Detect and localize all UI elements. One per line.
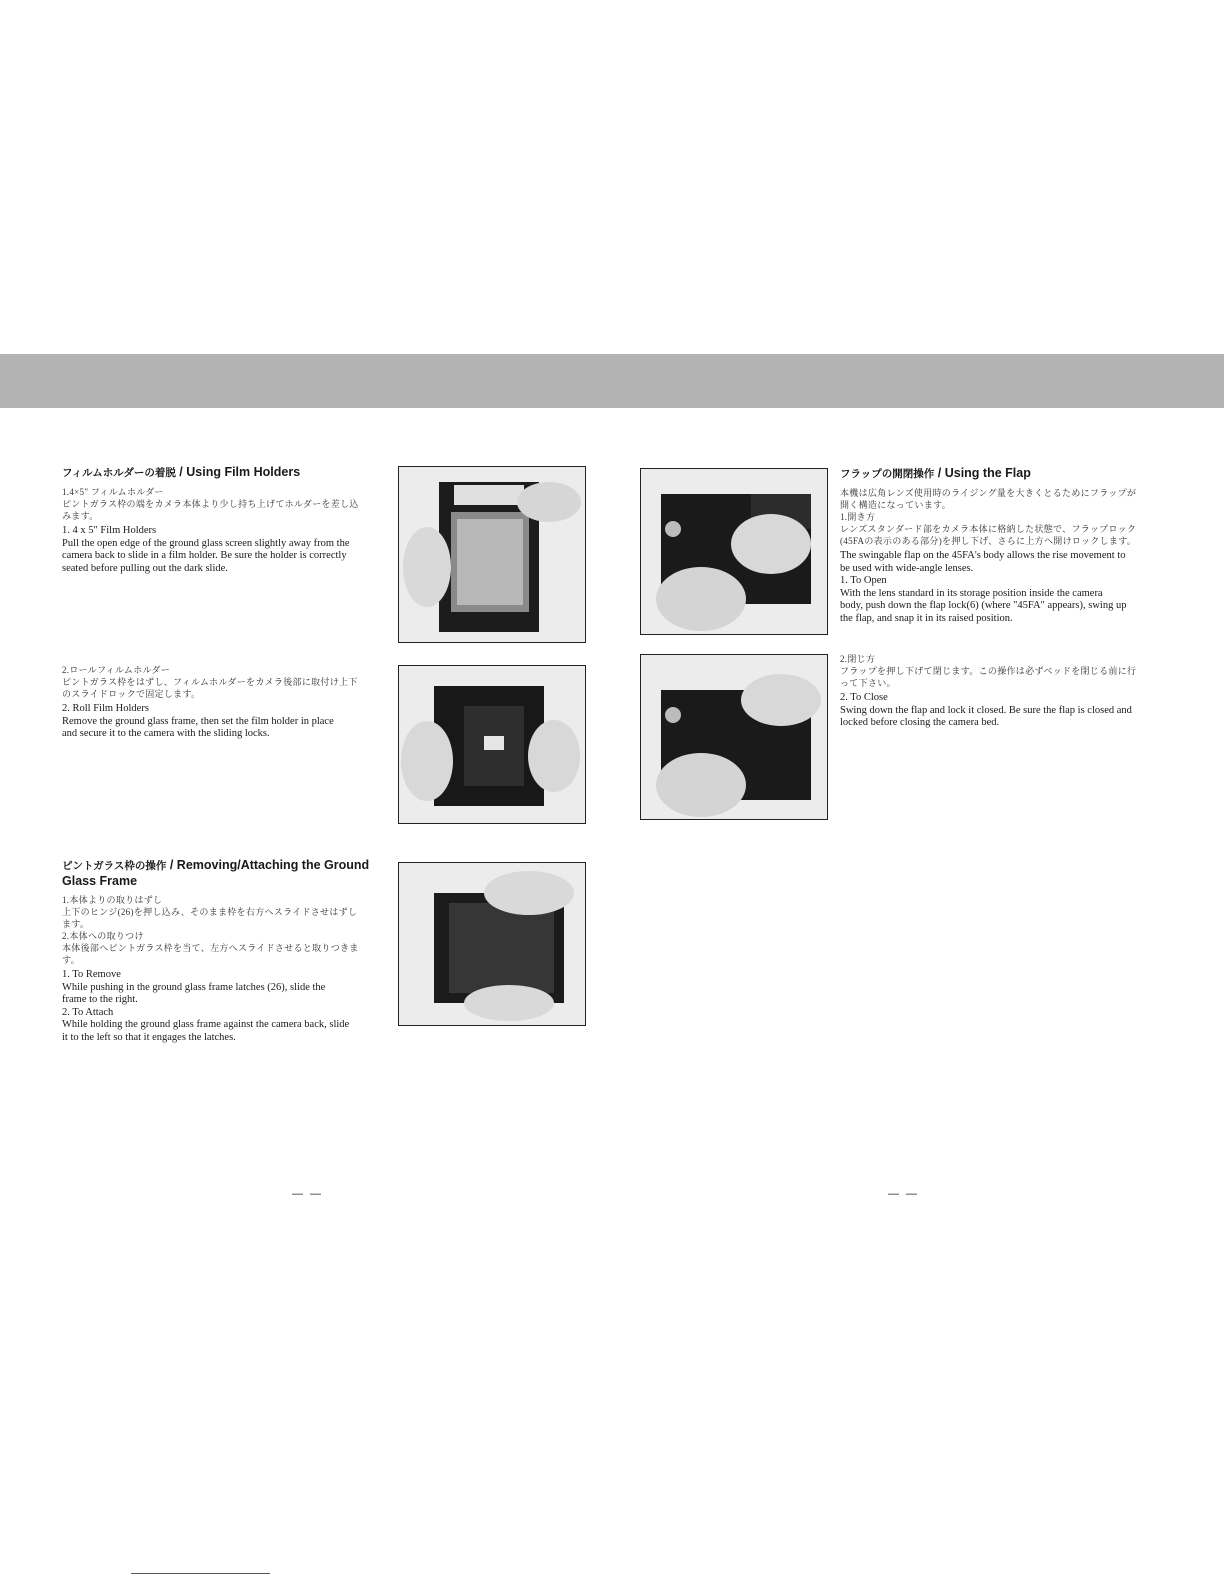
jp-text: フラップを押し下げて閉じます。この操作は必ずベッドを閉じる前に行	[840, 666, 1137, 676]
en-subheading: 1. To Remove	[62, 969, 121, 980]
jp-subheading: 1.本体よりの取りはずし	[62, 895, 163, 905]
header-band	[0, 354, 1224, 408]
en-text: and secure it to the camera with the sliding locks.	[62, 728, 270, 739]
page-number: — —	[888, 1188, 920, 1200]
jp-text: ピントガラス枠をはずし、フィルムホルダーをカメラ後部に取付け上下	[62, 677, 358, 687]
flap-close-photo	[640, 654, 828, 820]
film-holder-illustration	[399, 467, 585, 642]
jp-subheading: 2.閉じ方	[840, 654, 876, 664]
heading-sep: /	[166, 858, 177, 872]
jp-text: 本体後部へピントガラス枠を当て、左方へスライドさせると取りつきま	[62, 943, 359, 953]
en-subheading: 2. To Close	[840, 692, 888, 703]
film-holders-section	[62, 465, 387, 575]
page-number: — —	[292, 1188, 324, 1200]
jp-text: レンズスタンダード部をカメラ本体に格納した状態で、フラップロック	[840, 524, 1137, 534]
en-text: be used with wide-angle lenses.	[840, 562, 974, 574]
ground-glass-photo	[398, 862, 586, 1026]
flap-section	[840, 466, 1167, 625]
en-text: Remove the ground glass frame, then set the film holder in place	[62, 715, 334, 727]
heading-en: Using the Flap	[944, 466, 1031, 480]
jp-text: (45FAの表示のある部分)を押し下げ、さらに上方へ開けロックします。	[840, 536, 1137, 546]
heading-en: Using Film Holders	[186, 465, 301, 479]
jp-text: 本機は広角レンズ使用時のライジング量を大きくとるためにフラップが	[840, 488, 1137, 498]
heading-en: Glass Frame	[62, 874, 138, 888]
jp-text: って下さい。	[840, 678, 896, 688]
flap-open-photo	[640, 468, 828, 635]
en-text: it to the left so that it engages the latches.	[62, 1031, 236, 1043]
flap-close-section	[840, 653, 1167, 730]
section-heading	[62, 465, 387, 481]
jp-subheading: 1.4×5" フィルムホルダー	[62, 487, 164, 497]
en-text: locked before closing the camera bed.	[840, 717, 1000, 728]
en-subheading: 2. Roll Film Holders	[62, 703, 149, 714]
section-heading	[840, 466, 1167, 482]
heading-jp: ピントガラス枠の操作	[62, 860, 167, 872]
jp-text: みます。	[62, 511, 99, 521]
roll-film-photo	[398, 665, 586, 824]
en-subheading: 2. To Attach	[62, 1006, 114, 1018]
en-text: Pull the open edge of the ground glass screen slightly away from the	[62, 537, 350, 549]
section-heading	[62, 858, 387, 889]
flap-close-illustration	[641, 655, 827, 819]
jp-text: ます。	[62, 919, 90, 929]
en-text: body, push down the flap lock(6) (where "45FA" appears), swing up	[840, 600, 1127, 611]
en-text: With the lens standard in its storage position inside the camera	[840, 587, 1103, 599]
ground-glass-illustration	[399, 863, 585, 1025]
heading-en: Removing/Attaching the Ground	[176, 858, 370, 872]
en-text: the flap, and snap it in its raised position.	[840, 612, 1013, 624]
jp-subheading: 2.ロールフィルムホルダー	[62, 665, 171, 675]
en-text: frame to the right.	[62, 994, 138, 1005]
roll-film-section	[62, 664, 387, 741]
en-text: The swingable flap on the 45FA's body allows the rise movement to	[840, 550, 1126, 561]
jp-text: のスライドロックで固定します。	[62, 689, 201, 699]
heading-sep: /	[175, 465, 187, 479]
flap-open-illustration	[641, 469, 827, 634]
heading-jp: フィルムホルダーの着脱	[62, 467, 176, 479]
en-text: While holding the ground glass frame against the camera back, slide	[62, 1019, 350, 1030]
en-text: Swing down the flap and lock it closed. Be sure the flap is closed and	[840, 704, 1132, 716]
en-text: While pushing in the ground glass frame latches (26), slide the	[62, 981, 326, 993]
jp-text: す。	[62, 955, 80, 965]
jp-text: 開く構造になっています。	[840, 500, 951, 510]
en-text: seated before pulling out the dark slide.	[62, 562, 228, 574]
heading-jp: フラップの開閉操作	[840, 468, 935, 480]
en-subheading: 1. To Open	[840, 575, 887, 586]
heading-sep: /	[934, 466, 945, 480]
film-holder-photo	[398, 466, 586, 643]
jp-subheading: 1.開き方	[840, 512, 876, 522]
jp-subheading: 2.本体への取りつけ	[62, 931, 144, 941]
link-underline[interactable]	[131, 1573, 270, 1574]
en-subheading: 1. 4 x 5" Film Holders	[62, 525, 157, 536]
jp-text: 上下のヒンジ(26)を押し込み、そのまま枠を右方へスライドさせはずし	[62, 907, 358, 917]
en-text: camera back to slide in a film holder. Be sure the holder is correctly	[62, 550, 347, 561]
ground-glass-section	[62, 858, 387, 1044]
roll-film-illustration	[399, 666, 585, 823]
jp-text: ピントガラス枠の端をカメラ本体より少し持ち上げてホルダーを差し込	[62, 499, 359, 509]
